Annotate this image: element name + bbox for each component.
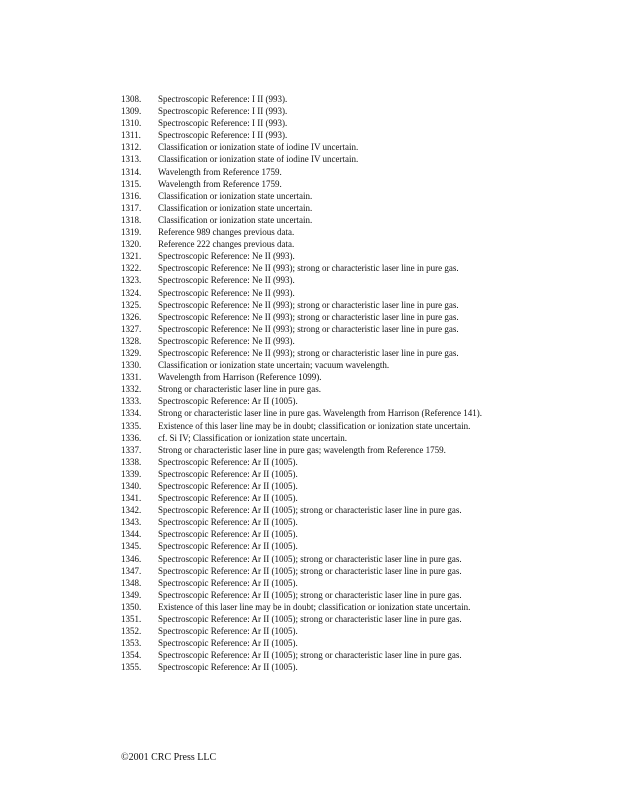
footnote-text: Spectroscopic Reference: Ar II (1005). [158, 517, 298, 528]
footnote-item [121, 214, 501, 226]
footnote-item [121, 456, 501, 468]
footnote-number: 1336. [121, 432, 142, 443]
footnote-item [121, 371, 501, 383]
footnote-number: 1322. [121, 263, 142, 274]
footnote-text: Spectroscopic Reference: Ar II (1005). [158, 626, 298, 637]
footnote-item [121, 190, 501, 202]
footnote-number: 1348. [121, 577, 142, 588]
footnote-item [121, 516, 501, 528]
footnote-number: 1342. [121, 505, 142, 516]
footnote-text: Reference 989 changes previous data. [158, 227, 295, 238]
footnote-number: 1328. [121, 335, 142, 346]
footnote-number: 1311. [121, 130, 141, 141]
footnote-text: Classification or ionization state uncertain; vacuum wavelength. [158, 360, 390, 371]
footnote-item [121, 311, 501, 323]
footnote-item [121, 565, 501, 577]
footnote-text: Strong or characteristic laser line in pure gas. [158, 384, 321, 395]
footnote-item [121, 299, 501, 311]
footnote-item [121, 540, 501, 552]
footnote-number: 1320. [121, 239, 142, 250]
footnote-item [121, 601, 501, 613]
footnote-number: 1333. [121, 396, 142, 407]
footnote-text: Classification or ionization state uncertain. [158, 214, 313, 225]
footnote-text: Spectroscopic Reference: Ar II (1005); strong or characteristic laser line in pure gas. [158, 614, 462, 625]
footnote-number: 1317. [121, 202, 142, 213]
footnote-number: 1325. [121, 299, 142, 310]
footnote-item [121, 492, 501, 504]
footnote-text: Strong or characteristic laser line in pure gas. Wavelength from Harrison (Reference 141). [158, 408, 482, 419]
footnote-item [121, 287, 501, 299]
footnote-item [121, 553, 501, 565]
footnote-number: 1326. [121, 311, 142, 322]
footnote-item [121, 637, 501, 649]
footnote-number: 1329. [121, 347, 142, 358]
footnote-number: 1349. [121, 589, 142, 600]
footnote-text: Spectroscopic Reference: Ne II (993). [158, 287, 295, 298]
footnote-text: Spectroscopic Reference: I II (993). [158, 118, 288, 129]
footnote-item [121, 625, 501, 637]
footnote-list [121, 93, 501, 674]
footnote-text: Wavelength from Reference 1759. [158, 178, 282, 189]
footnote-item [121, 468, 501, 480]
footnote-text: Spectroscopic Reference: Ar II (1005). [158, 577, 298, 588]
footnote-text: Wavelength from Reference 1759. [158, 166, 282, 177]
footnote-item [121, 444, 501, 456]
footnote-text: Wavelength from Harrison (Reference 1099). [158, 372, 322, 383]
footnote-item [121, 238, 501, 250]
footnote-item [121, 383, 501, 395]
footnote-item [121, 347, 501, 359]
footnote-number: 1350. [121, 601, 142, 612]
footnote-text: cf. Si IV; Classification or ionization state uncertain. [158, 432, 348, 443]
footnote-item [121, 166, 501, 178]
footnote-item [121, 528, 501, 540]
footnote-number: 1310. [121, 118, 142, 129]
footnote-item [121, 504, 501, 516]
footnote-text: Existence of this laser line may be in doubt; classification or ionization state uncertain. [158, 420, 471, 431]
footnote-item [121, 432, 501, 444]
footnote-number: 1319. [121, 227, 142, 238]
footnote-text: Reference 222 changes previous data. [158, 239, 295, 250]
footnote-text: Spectroscopic Reference: Ar II (1005); strong or characteristic laser line in pure gas. [158, 565, 462, 576]
footnote-text: Spectroscopic Reference: Ar II (1005); strong or characteristic laser line in pure gas. [158, 650, 462, 661]
footnote-text: Spectroscopic Reference: Ne II (993); strong or characteristic laser line in pure gas. [158, 347, 459, 358]
footnote-text: Spectroscopic Reference: Ar II (1005); strong or characteristic laser line in pure gas. [158, 553, 462, 564]
footnote-item [121, 93, 501, 105]
footnote-number: 1327. [121, 323, 142, 334]
footnote-text: Spectroscopic Reference: Ar II (1005). [158, 493, 298, 504]
footnote-text: Spectroscopic Reference: Ar II (1005). [158, 481, 298, 491]
footnote-number: 1323. [121, 275, 142, 286]
footnote-text: Classification or ionization state of iodine IV uncertain. [158, 142, 359, 153]
footnote-text: Spectroscopic Reference: Ar II (1005); strong or characteristic laser line in pure gas. [158, 505, 462, 516]
footnote-text: Strong or characteristic laser line in pure gas; wavelength from Reference 1759. [158, 444, 446, 455]
footnote-text: Spectroscopic Reference: I II (993). [158, 106, 288, 117]
footnote-number: 1341. [121, 493, 142, 504]
footnote-number: 1312. [121, 142, 142, 153]
footnote-text: Spectroscopic Reference: Ne II (993); strong or characteristic laser line in pure gas. [158, 263, 459, 274]
footnote-item [121, 480, 501, 492]
footnote-number: 1355. [121, 662, 142, 673]
footnote-item [121, 153, 501, 165]
footnote-number: 1331. [121, 372, 142, 383]
footnote-item [121, 407, 501, 419]
footnote-number: 1330. [121, 360, 142, 371]
footnote-item [121, 661, 501, 673]
footnote-text: Spectroscopic Reference: Ar II (1005). [158, 456, 298, 467]
footnote-number: 1337. [121, 444, 142, 455]
footnote-number: 1344. [121, 529, 142, 540]
footnote-number: 1352. [121, 626, 142, 637]
footnote-number: 1335. [121, 420, 142, 431]
copyright-footer: ©2001 CRC Press LLC [121, 752, 217, 763]
footnote-text: Existence of this laser line may be in doubt; classification or ionization state uncertain. [158, 601, 471, 612]
footnote-item [121, 589, 501, 601]
footnote-text: Spectroscopic Reference: Ar II (1005); strong or characteristic laser line in pure gas. [158, 589, 462, 600]
footnote-item [121, 105, 501, 117]
footnote-text: Spectroscopic Reference: Ar II (1005). [158, 529, 298, 540]
footnote-number: 1353. [121, 638, 142, 649]
footnote-item [121, 141, 501, 153]
footnote-number: 1346. [121, 553, 142, 564]
footnote-text: Spectroscopic Reference: Ar II (1005). [158, 396, 298, 407]
footnote-text: Spectroscopic Reference: Ne II (993). [158, 275, 295, 286]
footnote-number: 1334. [121, 408, 142, 419]
footnote-number: 1313. [121, 154, 142, 165]
footnote-item [121, 577, 501, 589]
footnote-item [121, 323, 501, 335]
footnote-number: 1339. [121, 468, 142, 479]
footnote-item [121, 250, 501, 262]
footnote-item [121, 420, 501, 432]
footnote-text: Spectroscopic Reference: Ar II (1005). [158, 468, 298, 479]
footnote-number: 1340. [121, 481, 142, 491]
footnote-number: 1351. [121, 614, 142, 625]
footnote-number: 1308. [121, 94, 142, 104]
footnote-text: Spectroscopic Reference: Ar II (1005). [158, 662, 298, 673]
footnote-item [121, 335, 501, 347]
footnote-item [121, 117, 501, 129]
footnote-number: 1332. [121, 384, 142, 395]
footnote-item [121, 178, 501, 190]
footnote-item [121, 202, 501, 214]
footnote-item [121, 226, 501, 238]
footnote-text: Spectroscopic Reference: Ne II (993). [158, 251, 295, 262]
footnote-text: Spectroscopic Reference: Ar II (1005). [158, 638, 298, 649]
footnote-item [121, 613, 501, 625]
footnote-item [121, 274, 501, 286]
footnote-text: Spectroscopic Reference: Ne II (993); strong or characteristic laser line in pure gas. [158, 311, 459, 322]
footnote-number: 1345. [121, 541, 142, 552]
footnote-number: 1309. [121, 106, 142, 117]
footnote-number: 1321. [121, 251, 142, 262]
footnote-number: 1324. [121, 287, 142, 298]
footnote-number: 1315. [121, 178, 142, 189]
footnote-number: 1318. [121, 214, 142, 225]
footnote-item [121, 262, 501, 274]
footnote-number: 1338. [121, 456, 142, 467]
footnote-item [121, 395, 501, 407]
footnote-text: Classification or ionization state uncertain. [158, 202, 313, 213]
footnote-text: Spectroscopic Reference: Ne II (993). [158, 335, 295, 346]
footnote-number: 1343. [121, 517, 142, 528]
footnote-text: Spectroscopic Reference: I II (993). [158, 94, 288, 104]
footnote-text: Spectroscopic Reference: Ar II (1005). [158, 541, 298, 552]
footnote-number: 1316. [121, 190, 142, 201]
footnote-text: Spectroscopic Reference: Ne II (993); strong or characteristic laser line in pure gas. [158, 299, 459, 310]
footnote-number: 1347. [121, 565, 142, 576]
footnote-text: Spectroscopic Reference: I II (993). [158, 130, 288, 141]
footnote-text: Classification or ionization state of iodine IV uncertain. [158, 154, 359, 165]
footnote-item [121, 649, 501, 661]
footnote-text: Classification or ionization state uncertain. [158, 190, 313, 201]
footnote-number: 1354. [121, 650, 142, 661]
footnote-item [121, 129, 501, 141]
footnote-text: Spectroscopic Reference: Ne II (993); strong or characteristic laser line in pure gas. [158, 323, 459, 334]
footnote-item [121, 359, 501, 371]
footnote-number: 1314. [121, 166, 142, 177]
